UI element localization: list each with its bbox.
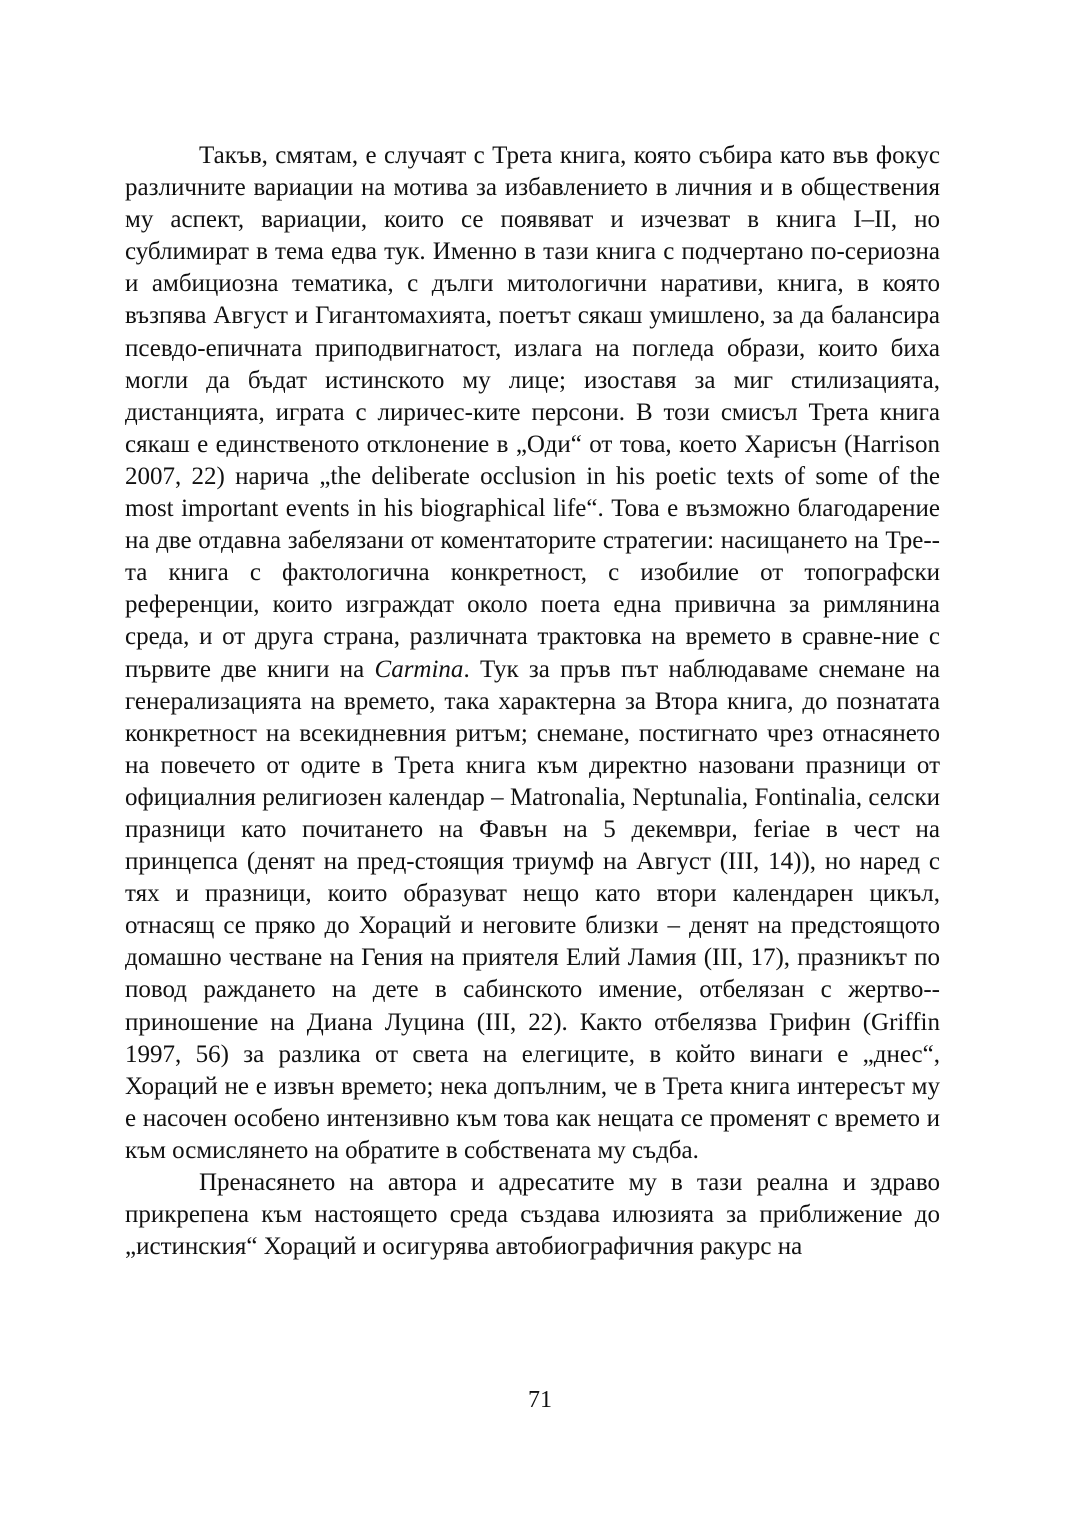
italic-title: Carmina [374, 655, 464, 683]
paragraph-text: . Тук за пръв път наблюдаваме снемане на генерализацията на времето, така характерна за Втора книга, до познатата конкретност на всекидневния ритъм; снемане, постигнато чрез отнасянето на повечето от одите в Трета книга към директно назовани празници от официалния религиозен календар – Matronalia, Neptunalia, Fontinalia, селски празници като почитането на Фавън на 5 декември, feriae в чест на принцепса (денят на пред-стоящия триумф на Август (III, 14)), но наред с тях и празници, които образуват нещо като втори календарен цикъл, отнасящ се пряко до Хораций и неговите близки – денят на предстоящото домашно честване на Гения на приятеля Елий Ламия (III, 17), празникът по повод раждането на дете в сабинското имение, отбелязан с жертво-приношение на Диана Луцина (III, 22). Както отбелязва Грифин (Griffin 1997, 56) за разлика от света на елегиците, в който винаги е „днес“, Хораций не е извън времето; нека допълним, че в Трета книга интересът му е насочен особено интензивно към това как нещата се променят с времето и към осмислянето на обратите в собствената му съдба. [125, 655, 940, 1164]
paragraph [125, 140, 940, 1167]
body-text [125, 140, 940, 1263]
paragraph-text: Такъв, смятам, е случаят с Трета книга, която събира като във фокус различните вариации на мотива за избавлението в личния и в обществения му аспект, вариации, които се появяват и изчезват в книга I–II, но сублимират в тема едва тук. Именно в тази книга с подчертано по-сериозна и амбициозна тематика, с дълги митологични наративи, книга, в която възпява Август и Гигантомахията, поетът сякаш умишлено, за да балансира псевдо-епичната приподвигнатост, излага на погледа образи, които биха могли да бъдат истинското му лице; изоставя за миг стилизацията, дистанцията, играта с лиричес-ките персони. В този смисъл Трета книга сякаш е единственото отклонение в „Оди“ от това, което Харисън (Harrison 2007, 22) нарича „the deliberate occlusion in his poetic texts of some of the most important events in his biographical life“. Това е възможно благодарение на две отдавна забелязани от коментаторите стратегии: насищането на Тре-та книга с фактологична конкретност, с изобилие от топографски референции, които изграждат около поета една привична за римлянина среда, и от друга страна, различната трактовка на времето в сравне-ние с първите две книги на [125, 142, 940, 683]
paragraph: Пренасянето на автора и адресатите му в тази реална и здраво прикрепена към настоящето среда създава илюзията за приближение до „истинския“ Хораций и осигурява автобиографичния ракурс на [125, 1169, 940, 1261]
page-number: 71 [528, 1387, 552, 1413]
